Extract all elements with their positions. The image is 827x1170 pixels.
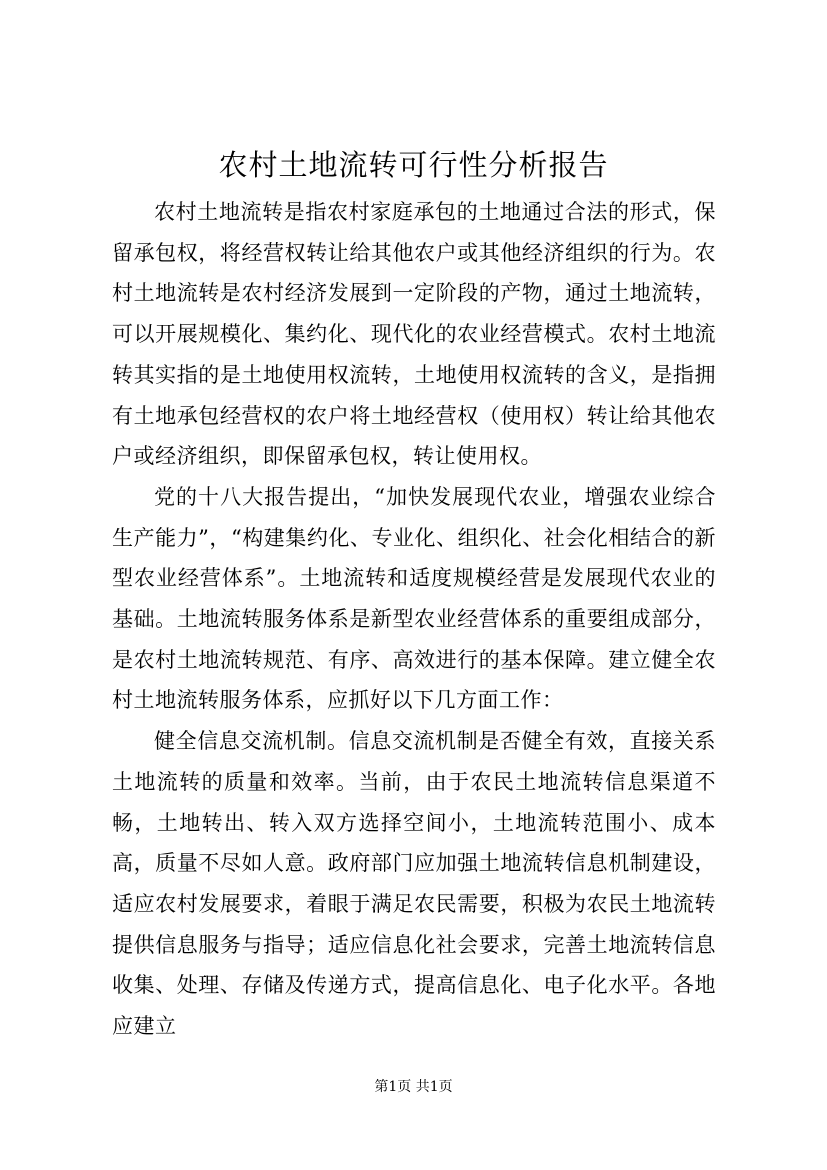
document-title: 农村土地流转可行性分析报告 bbox=[218, 148, 609, 182]
page-footer: 第1页 共1页 bbox=[374, 1079, 453, 1095]
paragraph-3: 健全信息交流机制。信息交流机制是否健全有效，直接关系土地流转的质量和效率。当前，由于农民土地流转信息渠道不畅，土地转出、转入双方选择空间小，土地流转范围小、成本高，质量不尽如人意。政府部门应加强土地流转信息机制建设，适应农村发展要求，着眼于满足农民需要，积极为农民土地流转提供信息服务与指导；适应信息化社会要求，完善土地流转信息收集、处理、存储及传递方式，提高信息化、电子化水平。各地应建立 bbox=[112, 729, 716, 1039]
paragraph-2: 党的十八大报告提出，“加快发展现代农业，增强农业综合生产能力”，“构建集约化、专业化、组织化、社会化相结合的新型农业经营体系”。土地流转和适度规模经营是发展现代农业的基础。土地流转服务体系是新型农业经营体系的重要组成部分，是农村土地流转规范、有序、高效进行的基本保障。建立健全农村土地流转服务体系，应抓好以下几方面工作： bbox=[112, 484, 716, 713]
document-body bbox=[112, 192, 716, 1047]
paragraph-1: 农村土地流转是指农村家庭承包的土地通过合法的形式，保留承包权，将经营权转让给其他农户或其他经济组织的行为。农村土地流转是农村经济发展到一定阶段的产物，通过土地流转，可以开展规模化、集约化、现代化的农业经营模式。农村土地流转其实指的是土地使用权流转，土地使用权流转的含义，是指拥有土地承包经营权的农户将土地经营权（使用权）转让给其他农户或经济组织，即保留承包权，转让使用权。 bbox=[112, 200, 716, 469]
